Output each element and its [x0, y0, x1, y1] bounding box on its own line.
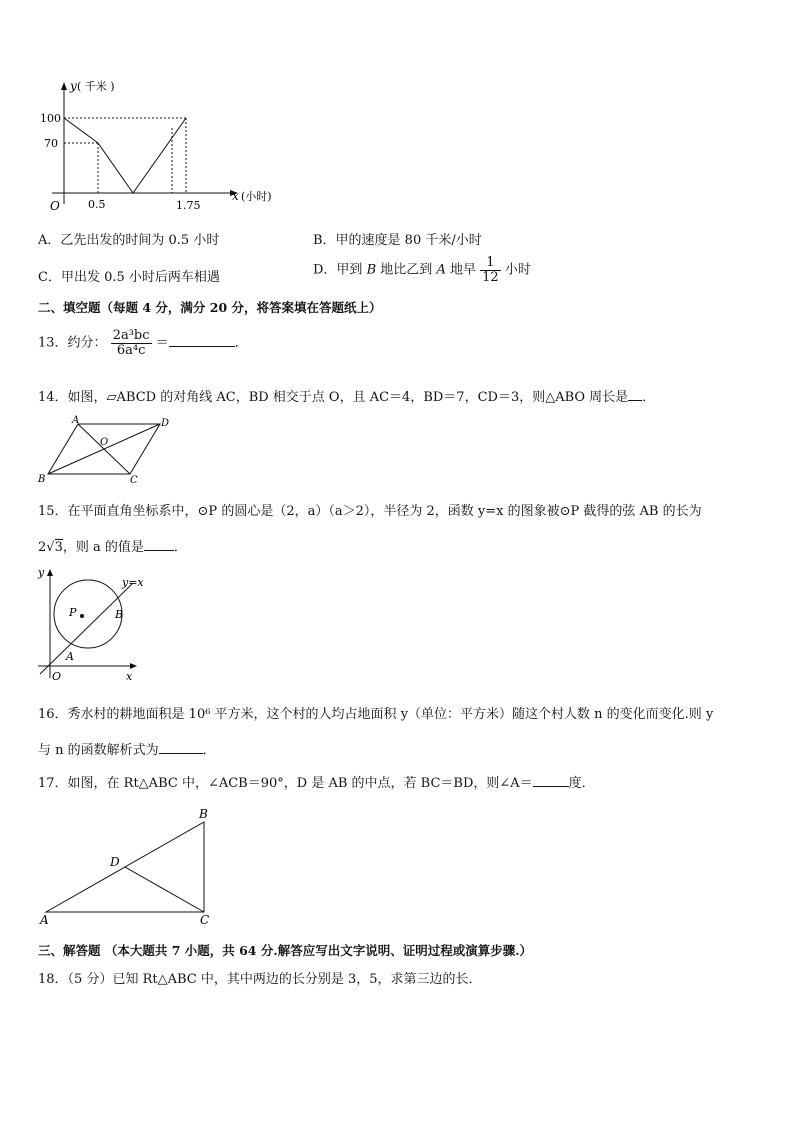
q18-text: 18．（5 分）已知 Rt△ABC 中，其中两边的长分别是 3，5，求第三边的长．: [38, 972, 482, 987]
q14-label-d: D: [161, 418, 170, 429]
center-p-dot: [80, 614, 84, 618]
q15-label-o: O: [52, 670, 62, 683]
y-axis-unit: ( 千米 ): [77, 80, 115, 93]
q15-label-y: y: [38, 566, 45, 579]
q12-option-d: [313, 256, 531, 284]
q13-prefix: 13．约分：: [38, 335, 107, 351]
q15-two: 2: [38, 540, 47, 555]
x-tick-05: 0.5: [88, 198, 106, 211]
q12-d-post: 小时: [504, 262, 531, 278]
q17-label-c: C: [200, 913, 210, 927]
q15-label-x: x: [126, 670, 133, 683]
q15-label-p: P: [69, 606, 77, 619]
q12-graph: [40, 76, 290, 216]
q13-answer-blank[interactable]: [169, 346, 235, 347]
q14-label-c: C: [130, 475, 138, 484]
x-tick-175: 1.75: [176, 199, 201, 212]
x-axis-var: x: [232, 189, 239, 203]
origin-label: O: [50, 199, 60, 213]
distance-line: [64, 118, 186, 193]
q15-sqrt-value: 3: [54, 540, 63, 555]
section3-heading: 三、解答题 （本大题共 7 小题，共 64 分.解答应写出文字说明、证明过程或演算步骤.）: [38, 943, 533, 958]
q12-option-b: B．甲的速度是 80 千米/小时: [313, 233, 482, 248]
y-tick-100: 100: [40, 112, 61, 125]
q12-d-b: B: [366, 262, 377, 278]
q12-d-a: A: [436, 262, 446, 278]
y-tick-70: 70: [44, 137, 58, 150]
q15-line2: [38, 536, 187, 555]
q12-d-denominator: 12: [482, 269, 499, 285]
q15-label-b: B: [115, 608, 124, 621]
q13-equals: ＝: [155, 335, 169, 351]
q12-option-c: C．甲出发 0.5 小时后两车相遇: [38, 270, 220, 285]
q17-post: 度．: [568, 776, 595, 791]
q16-line2: [38, 739, 216, 758]
q13-numerator: 2a³bc: [112, 328, 150, 343]
q17-label-a: A: [40, 913, 49, 927]
q13: [38, 329, 248, 357]
q15-label-a: A: [66, 650, 74, 663]
segment-dc: [125, 867, 204, 912]
q14-label-b: B: [38, 474, 46, 484]
y-axis-arrow: [61, 82, 67, 90]
q14-answer-blank[interactable]: [628, 400, 642, 401]
q17-text: [38, 772, 595, 791]
q13-denominator: 6a⁴c: [116, 342, 146, 358]
q15-sqrt-sign: √: [46, 540, 55, 555]
x-axis-unit: (小时): [241, 190, 272, 203]
q16-line1: 16．秀水村的耕地面积是 10⁶ 平方米，这个村的人均占地面积 y（单位：平方米）随这个村人数 n 的变化而变化.则 y: [38, 707, 714, 722]
q12-d-numerator: 1: [480, 256, 501, 271]
q17-pre: 17．如图，在 Rt△ABC 中，∠ACB＝90°，D 是 AB 的中点，若 BC＝BD，则∠A＝: [38, 776, 533, 791]
q14-figure: [34, 414, 174, 484]
q15-label-line: y=x: [122, 576, 144, 589]
q16-pre: 与 n 的函数解析式为: [38, 743, 159, 758]
q17-answer-blank[interactable]: [533, 786, 569, 787]
q17-label-b: B: [199, 807, 208, 821]
q15-figure: [34, 564, 154, 686]
q14-label-a: A: [72, 415, 80, 426]
q15-line1: 15．在平面直角坐标系中，⊙P 的圆心是（2，a）（a＞2），半径为 2，函数 y=x 的图象被⊙P 截得的弦 AB 的长为: [38, 504, 702, 519]
q15-x-arrow: [130, 663, 137, 669]
circle-p: [54, 580, 122, 648]
q13-suffix: ．: [234, 335, 248, 351]
q14-label-o: O: [100, 437, 109, 448]
diagonal-bd: [48, 424, 160, 474]
q12-d-mid2: 地早: [449, 262, 476, 278]
q12-d-pre: D．甲到: [313, 262, 363, 278]
q14-text: [38, 386, 655, 405]
q16-answer-blank[interactable]: [159, 753, 203, 754]
section2-heading: 二、填空题（每题 4 分，满分 20 分，将答案填在答题纸上）: [38, 300, 382, 315]
q17-label-d: D: [110, 855, 120, 869]
y-axis-var: y: [70, 79, 77, 93]
q16-suffix: ．: [202, 743, 216, 758]
q13-fraction: [111, 329, 152, 357]
q15-suffix: ．: [173, 540, 187, 555]
q15-answer-blank[interactable]: [144, 550, 174, 551]
q12-d-mid: 地比乙到: [380, 262, 433, 278]
q15-y-arrow: [47, 569, 53, 576]
q14-body: 14．如图，▱ABCD 的对角线 AC，BD 相交于点 O，且 AC＝4，BD＝7，CD＝3，则△ABO 周长是: [38, 390, 629, 405]
q15-mid: ，则 a 的值是: [62, 540, 144, 555]
q17-figure: [38, 804, 218, 928]
q12-d-fraction: [480, 256, 501, 284]
q12-option-a: A．乙先出发的时间为 0.5 小时: [38, 233, 220, 248]
q14-suffix: ．: [642, 390, 656, 405]
